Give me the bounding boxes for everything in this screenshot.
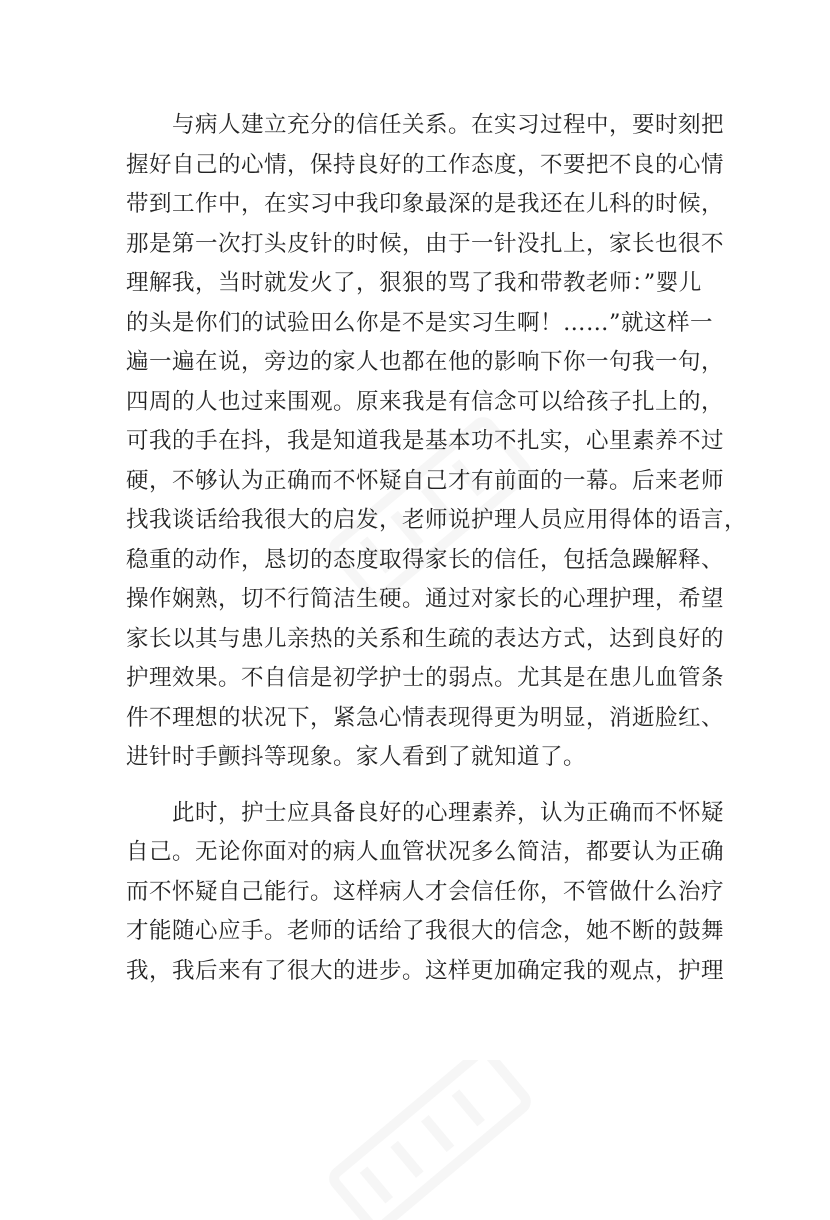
- paragraph-line: 才能随心应手。老师的话给了我很大的信念，她不断的鼓舞: [126, 918, 725, 944]
- paragraph-line: 件不理想的状况下，紧急心情表现得更为明显，消逝脸红、: [126, 704, 725, 731]
- paragraph-line: 四周的人也过来围观。原来我是有信念可以给孩子扎上的，: [126, 388, 725, 415]
- paragraph-line: 而不怀疑自己能行。这样病人才会信任你，不管做什么治疗: [126, 878, 725, 905]
- paragraph-line: 握好自己的心情，保持良好的工作态度，不要把不良的心情: [126, 151, 725, 178]
- paragraph-line: 稳重的动作，恳切的态度取得家长的信任，包括急躁解释、: [126, 546, 725, 573]
- paragraph-line: 家长以其与患儿亲热的关系和生疏的表达方式，达到良好的: [126, 625, 725, 652]
- watermark-graphic-bottom: [300, 1060, 560, 1220]
- paragraph-line: 的头是你们的试验田么你是不是实习生啊！……”就这样一: [126, 309, 714, 336]
- paragraph-line: 理解我，当时就发火了，狠狠的骂了我和带教老师：”婴儿: [126, 270, 702, 296]
- paragraph-line: 那是第一次打头皮针的时候，由于一针没扎上，家长也很不: [126, 230, 725, 257]
- paragraph-2: [126, 794, 725, 992]
- paragraph-line: 遍一遍在说，旁边的家人也都在他的影响下你一句我一句，: [126, 349, 725, 375]
- paragraph-line: 与病人建立充分的信任关系。在实习过程中，要时刻把: [126, 112, 725, 138]
- paragraph-line: 操作娴熟，切不行简洁生硬。通过对家长的心理护理，希望: [126, 586, 725, 612]
- paragraph-line: 带到工作中，在实习中我印象最深的是我还在儿科的时候，: [126, 191, 725, 217]
- paragraph-line: 我，我后来有了很大的进步。这样更加确定我的观点，护理: [126, 957, 725, 984]
- paragraph-line: 此时，护士应具备良好的心理素养，认为正确而不怀疑: [126, 799, 725, 826]
- paragraph-1: [126, 106, 748, 778]
- document-body: [126, 106, 748, 991]
- paragraph-line: 可我的手在抖，我是知道我是基本功不扎实，心里素养不过: [126, 428, 725, 454]
- paragraph-line: 找我谈话给我很大的启发，老师说护理人员应用得体的语言，: [126, 507, 748, 533]
- paragraph-line: 进针时手颤抖等现象。家人看到了就知道了。: [126, 744, 587, 770]
- paragraph-line: 硬，不够认为正确而不怀疑自己才有前面的一幕。后来老师: [126, 467, 725, 494]
- paragraph-spacer: [126, 778, 716, 794]
- paragraph-line: 自己。无论你面对的病人血管状况多么简洁，都要认为正确: [126, 839, 725, 865]
- paragraph-line: 护理效果。不自信是初学护士的弱点。尤其是在患儿血管条: [126, 665, 725, 691]
